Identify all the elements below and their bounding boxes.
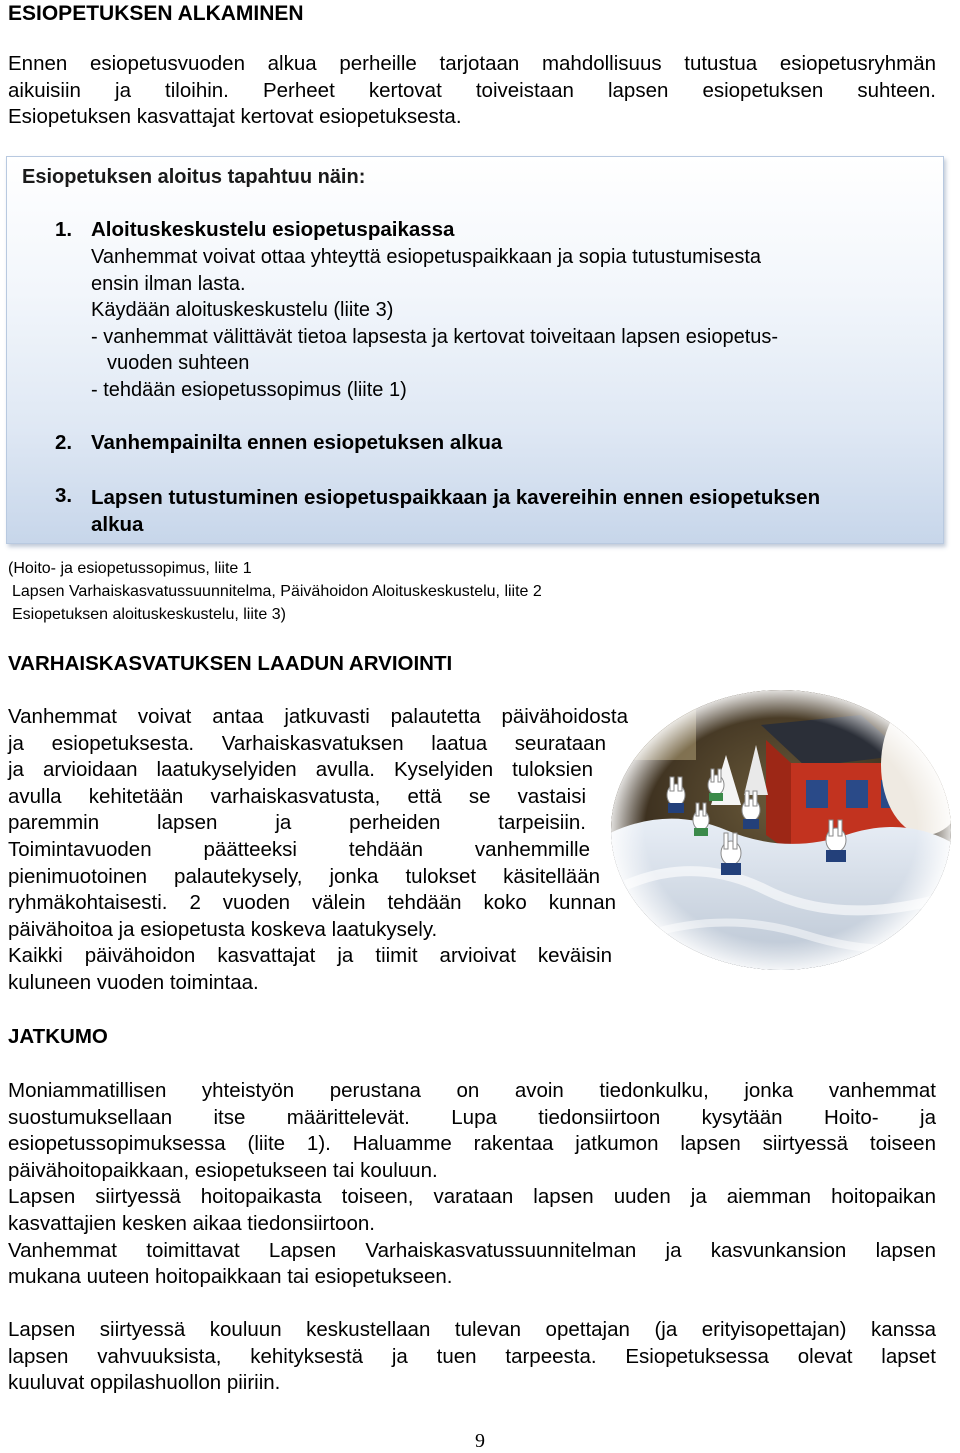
continuity-line: Vanhemmat toimittavat Lapsen Varhaiskasvatussuunnitelman ja kasvunkansion lapsen — [8, 1238, 936, 1262]
continuity-paragraph-2 — [8, 1317, 936, 1397]
step-3-heading-line: Lapsen tutustuminen esiopetuspaikkaan ja kavereihin ennen esiopetuksen — [91, 486, 821, 509]
quality-line: kuluneen vuoden toimintaa. — [8, 970, 259, 994]
appendix-note: Esiopetuksen aloituskeskustelu, liite 3) — [12, 606, 286, 623]
step-1-bullet-cont: vuoden suhteen — [107, 352, 250, 375]
continuity-line: lapsen vahvuuksista, kehityksestä ja tuen tarpeesta. Esiopetuksessa olevat lapset — [8, 1344, 936, 1368]
quality-line: Toimintavuoden päätteeksi tehdään vanhemmille — [8, 837, 590, 861]
continuity-line: suostumuksellaan itse määrittelevät. Lupa tiedonsiirtoon kysytään Hoito- ja — [8, 1105, 936, 1129]
quality-line: ryhmäkohtaisesti. 2 vuoden välein tehdään koko kunnan — [8, 891, 616, 915]
quality-line: pienimuotoinen palautekysely, jonka tulokset käsitellään — [8, 864, 600, 888]
continuity-line: Lapsen siirtyessä kouluun keskustellaan tulevan opettajan (ja erityisopettajan) kanssa — [8, 1318, 936, 1341]
intro-paragraph — [8, 51, 936, 131]
continuity-line: Lapsen siirtyessä hoitopaikasta toiseen, varataan lapsen uuden ja aiemman hoitopaikan — [8, 1185, 936, 1209]
intro-line: aikuisiin ja tiloihin. Perheet kertovat toiveistaan lapsen esiopetuksen suhteen. — [8, 78, 936, 102]
continuity-line: esiopetussopimuksessa (liite 1). Haluamme rakentaa jatkumon lapsen siirtyessä toiseen — [8, 1132, 936, 1156]
section-title-jatkumo: JATKUMO — [8, 1025, 108, 1048]
quality-line: ja arvioidaan laatukyselyiden avulla. Kyselyiden tuloksien — [8, 758, 593, 782]
step-1-bullet: - tehdään esiopetussopimus (liite 1) — [91, 378, 407, 401]
step-1-body — [91, 244, 891, 404]
step-1-line: Vanhemmat voivat ottaa yhteyttä esiopetuspaikkaan ja sopia tutustumisesta — [91, 246, 762, 268]
quality-line: Kaikki päivähoidon kasvattajat ja tiimit arvioivat keväisin — [8, 944, 612, 968]
continuity-line: päivähoitopaikkaan, esiopetukseen tai kouluun. — [8, 1158, 438, 1182]
appendix-note: (Hoito- ja esiopetussopimus, liite 1 — [8, 560, 252, 577]
quality-paragraph — [8, 704, 628, 997]
appendix-note: Lapsen Varhaiskasvatussuunnitelma, Päivähoidon Aloituskeskustelu, liite 2 — [12, 583, 542, 600]
section-title-laadun-arviointi: VARHAISKASVATUKSEN LAADUN ARVIOINTI — [8, 652, 453, 675]
quality-line: paremmin lapsen ja perheiden tarpeisiin. — [8, 811, 586, 835]
page-number: 9 — [475, 1430, 485, 1452]
step-1-heading: Aloituskeskustelu esiopetuspaikassa — [91, 218, 455, 241]
step-number: 1. — [55, 218, 73, 241]
start-steps-title: Esiopetuksen aloitus tapahtuu näin: — [22, 166, 366, 188]
intro-line: Ennen esiopetusvuoden alkua perheille tarjotaan mahdollisuus tutustua esiopetusryhmän — [8, 52, 936, 75]
continuity-line: kuuluvat oppilashuollon piiriin. — [8, 1371, 281, 1395]
continuity-paragraph-1 — [8, 1078, 936, 1291]
continuity-line: Moniammatillisen yhteistyön perustana on avoin tiedonkulku, jonka vanhemmat — [8, 1079, 936, 1102]
step-3-heading-line: alkua — [91, 513, 144, 536]
snow-scene-photo — [606, 685, 956, 975]
quality-line: päivähoitoa ja esiopetusta koskeva laatukysely. — [8, 917, 438, 941]
section-title-esiopetuksen-alkaminen: ESIOPETUKSEN ALKAMINEN — [8, 2, 304, 25]
quality-line: ja esiopetuksesta. Varhaiskasvatuksen laatua seurataan — [8, 731, 606, 755]
continuity-line: kasvattajien kesken aikaa tiedonsiirtoon. — [8, 1211, 375, 1235]
step-number: 2. — [55, 431, 73, 454]
step-number: 3. — [55, 484, 73, 507]
quality-line: Vanhemmat voivat antaa jatkuvasti palautetta päivähoidosta — [8, 705, 628, 728]
quality-line: avulla kehitetään varhaiskasvatusta, että se vastaisi — [8, 784, 586, 808]
step-3-heading — [91, 484, 820, 538]
step-1-line: Käydään aloituskeskustelu (liite 3) — [91, 299, 394, 322]
step-1-line: ensin ilman lasta. — [91, 272, 246, 295]
appendix-notes — [8, 557, 542, 626]
step-2-heading: Vanhempainilta ennen esiopetuksen alkua — [91, 431, 503, 454]
continuity-line: mukana uuteen hoitopaikkaan tai esiopetukseen. — [8, 1265, 453, 1289]
step-1-bullet: - vanhemmat välittävät tietoa lapsesta ja kertovat toiveitaan lapsen esiopetus- — [91, 325, 779, 348]
intro-line: Esiopetuksen kasvattajat kertovat esiopetuksesta. — [8, 105, 462, 129]
